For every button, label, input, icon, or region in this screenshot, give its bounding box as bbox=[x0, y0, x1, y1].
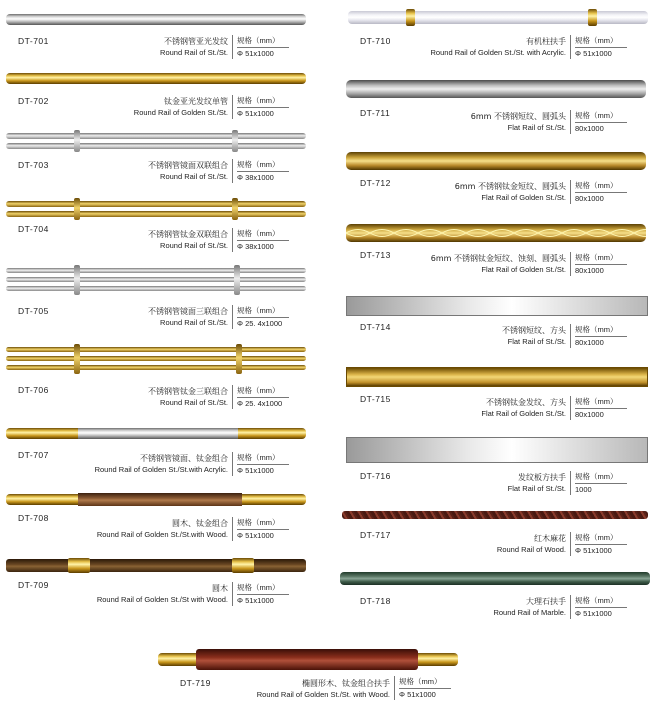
rail-image-dt703-top bbox=[6, 133, 306, 139]
rail-image-dt715 bbox=[346, 367, 648, 387]
description-en: Round Rail of Golden St./St. bbox=[133, 108, 228, 117]
spec-value: Φ 38x1000 bbox=[237, 242, 274, 251]
description-zh: 有机柱扶手 bbox=[526, 37, 566, 46]
description-en: Flat Rail of Golden St./St. bbox=[481, 409, 566, 418]
product-description bbox=[398, 181, 566, 203]
spec-label: 规格（mm） bbox=[237, 95, 289, 108]
product-code: DT-712 bbox=[360, 178, 391, 188]
description-zh: 6mm 不锈钢短纹、圆弧头 bbox=[470, 112, 566, 121]
rail-image-dt705-2 bbox=[6, 277, 306, 282]
description-zh: 钛金亚光发纹单管 bbox=[164, 97, 228, 106]
description-en: Round Rail of Wood. bbox=[496, 545, 566, 554]
spec-label: 规格（mm） bbox=[237, 159, 289, 172]
description-zh: 不锈钢管镜面三联组合 bbox=[148, 307, 228, 316]
rail-connector bbox=[74, 344, 80, 374]
spec-box bbox=[232, 517, 289, 541]
product-description bbox=[60, 306, 228, 328]
rail-image-dt705-1 bbox=[6, 268, 306, 273]
rail-connector bbox=[232, 130, 238, 152]
product-code: DT-713 bbox=[360, 250, 391, 260]
description-zh: 圆木 bbox=[212, 584, 228, 593]
spec-box bbox=[570, 324, 627, 348]
rail-image-dt711 bbox=[346, 80, 646, 98]
rail-connector bbox=[74, 265, 80, 295]
spec-label: 规格（mm） bbox=[237, 35, 289, 48]
product-code: DT-711 bbox=[360, 108, 391, 118]
product-code: DT-701 bbox=[18, 36, 49, 46]
rail-image-dt706-2 bbox=[6, 356, 306, 361]
rail-gold-collar bbox=[232, 558, 254, 573]
product-description bbox=[60, 453, 228, 475]
rail-image-dt702 bbox=[6, 73, 306, 84]
product-description bbox=[60, 96, 228, 118]
spec-label: 规格（mm） bbox=[575, 180, 627, 193]
description-zh: 不锈钢短纹、方头 bbox=[502, 326, 566, 335]
description-zh: 圆木、钛金组合 bbox=[172, 519, 228, 528]
spec-label: 规格（mm） bbox=[575, 35, 627, 48]
spec-box bbox=[394, 676, 451, 700]
spec-value: 80x1000 bbox=[575, 410, 604, 419]
description-en: Flat Rail of Golden St./St. bbox=[481, 193, 566, 202]
rail-gold-segment bbox=[238, 428, 306, 439]
spec-label: 规格（mm） bbox=[237, 228, 289, 241]
spec-box bbox=[570, 532, 627, 556]
description-en: Round Rail of St./St. bbox=[160, 172, 228, 181]
spec-box bbox=[232, 159, 289, 183]
description-en: Round Rail of Golden St./St with Wood. bbox=[96, 595, 228, 604]
description-en: Round Rail of Golden St./St.with Wood. bbox=[96, 530, 228, 539]
description-zh: 不锈钢管镜面、钛金组合 bbox=[140, 454, 228, 463]
product-code: DT-705 bbox=[18, 306, 49, 316]
description-en: Round Rail of St./St. bbox=[160, 241, 228, 250]
rail-connector bbox=[232, 198, 238, 220]
rail-image-dt701 bbox=[6, 14, 306, 25]
product-code: DT-714 bbox=[360, 322, 391, 332]
spec-label: 规格（mm） bbox=[575, 595, 627, 608]
product-description bbox=[60, 229, 228, 251]
rail-image-dt716 bbox=[346, 437, 648, 463]
rail-image-dt704-bottom bbox=[6, 211, 306, 217]
spec-box bbox=[570, 35, 627, 59]
rail-gold-segment bbox=[158, 653, 196, 666]
spec-label: 规格（mm） bbox=[399, 676, 451, 689]
product-description bbox=[398, 36, 566, 58]
product-code: DT-716 bbox=[360, 471, 391, 481]
spec-value: Φ 51x1000 bbox=[237, 49, 274, 58]
spec-label: 规格（mm） bbox=[575, 396, 627, 409]
spec-value: 1000 bbox=[575, 485, 592, 494]
description-en: Flat Rail of St./St. bbox=[507, 123, 566, 132]
product-code: DT-706 bbox=[18, 385, 49, 395]
description-zh: 红木麻花 bbox=[534, 534, 566, 543]
spec-label: 规格（mm） bbox=[237, 517, 289, 530]
spec-value: Φ 51x1000 bbox=[399, 690, 436, 699]
rail-connector bbox=[74, 198, 80, 220]
spec-value: 80x1000 bbox=[575, 266, 604, 275]
rail-gold-collar bbox=[68, 558, 90, 573]
description-en: Round Rail of Golden St./St. with Acrylic. bbox=[430, 48, 566, 57]
product-description bbox=[398, 533, 566, 555]
product-code: DT-718 bbox=[360, 596, 391, 606]
rail-image-dt714 bbox=[346, 296, 648, 316]
spec-box bbox=[570, 396, 627, 420]
rail-image-dt712 bbox=[346, 152, 646, 170]
spec-value: Φ 51x1000 bbox=[237, 531, 274, 540]
rail-image-dt703-bottom bbox=[6, 143, 306, 149]
product-code: DT-719 bbox=[180, 678, 211, 688]
rail-image-dt718 bbox=[340, 572, 650, 585]
description-zh: 椭圆形木、钛金组合扶手 bbox=[302, 679, 390, 688]
spec-box bbox=[232, 582, 289, 606]
description-en: Flat Rail of St./St. bbox=[507, 337, 566, 346]
rail-gold-collar bbox=[588, 9, 597, 26]
rail-connector bbox=[74, 130, 80, 152]
spec-label: 规格（mm） bbox=[237, 452, 289, 465]
rail-image-dt706-1 bbox=[6, 347, 306, 352]
rail-image-dt710 bbox=[348, 11, 648, 24]
description-en: Round Rail of Marble. bbox=[493, 608, 566, 617]
spec-box bbox=[232, 228, 289, 252]
rail-image-dt704-top bbox=[6, 201, 306, 207]
rail-image-dt705-3 bbox=[6, 286, 306, 291]
rail-image-dt713 bbox=[346, 224, 646, 242]
rail-connector bbox=[234, 265, 240, 295]
spec-box bbox=[232, 35, 289, 59]
spec-value: Φ 51x1000 bbox=[575, 49, 612, 58]
spec-value: Φ 51x1000 bbox=[575, 546, 612, 555]
rail-gold-segment bbox=[418, 653, 458, 666]
product-description bbox=[398, 472, 566, 494]
product-description bbox=[60, 583, 228, 605]
product-code: DT-710 bbox=[360, 36, 391, 46]
spec-box bbox=[570, 252, 627, 276]
rail-gold-collar bbox=[406, 9, 415, 26]
rail-image-dt717 bbox=[342, 511, 648, 519]
product-description bbox=[398, 111, 566, 133]
description-en: Round Rail of Golden St./St. with Wood. bbox=[256, 690, 390, 699]
product-description bbox=[398, 325, 566, 347]
description-en: Flat Rail of St./St. bbox=[507, 484, 566, 493]
description-zh: 6mm 不锈钢钛金短纹、圆弧头 bbox=[454, 182, 566, 191]
spec-value: Φ 51x1000 bbox=[237, 466, 274, 475]
rail-gold-segment bbox=[6, 428, 78, 439]
rail-connector bbox=[236, 344, 242, 374]
spec-value: Φ 38x1000 bbox=[237, 173, 274, 182]
spec-value: Φ 51x1000 bbox=[575, 609, 612, 618]
product-code: DT-702 bbox=[18, 96, 49, 106]
description-zh: 6mm 不锈钢钛金短纹、蚀刻、圆弧头 bbox=[430, 254, 566, 263]
product-code: DT-704 bbox=[18, 224, 49, 234]
product-code: DT-708 bbox=[18, 513, 49, 523]
spec-label: 规格（mm） bbox=[237, 385, 289, 398]
rail-gold-segment bbox=[242, 494, 306, 505]
description-zh: 不锈钢管镜面双联组合 bbox=[148, 161, 228, 170]
product-code: DT-707 bbox=[18, 450, 49, 460]
spec-label: 规格（mm） bbox=[575, 252, 627, 265]
product-description bbox=[60, 160, 228, 182]
spec-value: Φ 51x1000 bbox=[237, 109, 274, 118]
spec-value: Φ 51x1000 bbox=[237, 596, 274, 605]
product-code: DT-703 bbox=[18, 160, 49, 170]
description-en: Round Rail of St./St. bbox=[160, 48, 228, 57]
product-description bbox=[398, 596, 566, 618]
product-description bbox=[60, 518, 228, 540]
rail-image-dt709 bbox=[6, 559, 306, 572]
spec-box bbox=[570, 471, 627, 495]
description-en: Flat Rail of Golden St./St. bbox=[481, 265, 566, 274]
description-zh: 不锈钢管钛金双联组合 bbox=[148, 230, 228, 239]
description-zh: 不锈钢钛金发纹、方头 bbox=[486, 398, 566, 407]
spec-label: 规格（mm） bbox=[575, 110, 627, 123]
spec-label: 规格（mm） bbox=[237, 305, 289, 318]
spec-label: 规格（mm） bbox=[237, 582, 289, 595]
spec-box bbox=[232, 385, 289, 409]
spec-box bbox=[232, 452, 289, 476]
description-zh: 不锈钢管钛金三联组合 bbox=[148, 387, 228, 396]
product-description bbox=[60, 36, 228, 58]
rail-wood-segment bbox=[196, 649, 418, 670]
spec-value: 80x1000 bbox=[575, 338, 604, 347]
rail-silver-segment bbox=[78, 428, 238, 439]
spec-value: Φ 25. 4x1000 bbox=[237, 399, 283, 408]
description-zh: 大理石扶手 bbox=[526, 597, 566, 606]
product-code: DT-717 bbox=[360, 530, 391, 540]
spec-box bbox=[570, 180, 627, 204]
spec-box bbox=[232, 95, 289, 119]
spec-box bbox=[570, 595, 627, 619]
spec-value: 80x1000 bbox=[575, 194, 604, 203]
etched-pattern bbox=[346, 226, 646, 240]
product-description bbox=[60, 386, 228, 408]
product-code: DT-715 bbox=[360, 394, 391, 404]
rail-image-dt706-3 bbox=[6, 365, 306, 370]
description-zh: 发纹板方扶手 bbox=[518, 473, 566, 482]
product-description bbox=[398, 397, 566, 419]
spec-label: 规格（mm） bbox=[575, 471, 627, 484]
rail-wood-segment bbox=[78, 493, 242, 506]
product-code: DT-709 bbox=[18, 580, 49, 590]
spec-box bbox=[570, 110, 627, 134]
spec-label: 规格（mm） bbox=[575, 532, 627, 545]
description-en: Round Rail of Golden St./St.with Acrylic. bbox=[94, 465, 228, 474]
spec-value: Φ 25. 4x1000 bbox=[237, 319, 283, 328]
description-zh: 不锈钢管亚光发纹 bbox=[164, 37, 228, 46]
product-description bbox=[398, 253, 566, 275]
spec-value: 80x1000 bbox=[575, 124, 604, 133]
product-description bbox=[222, 678, 390, 700]
spec-box bbox=[232, 305, 289, 329]
description-en: Round Rail of St./St. bbox=[160, 398, 228, 407]
description-en: Round Rail of St./St. bbox=[160, 318, 228, 327]
rail-gold-segment bbox=[6, 494, 78, 505]
spec-label: 规格（mm） bbox=[575, 324, 627, 337]
